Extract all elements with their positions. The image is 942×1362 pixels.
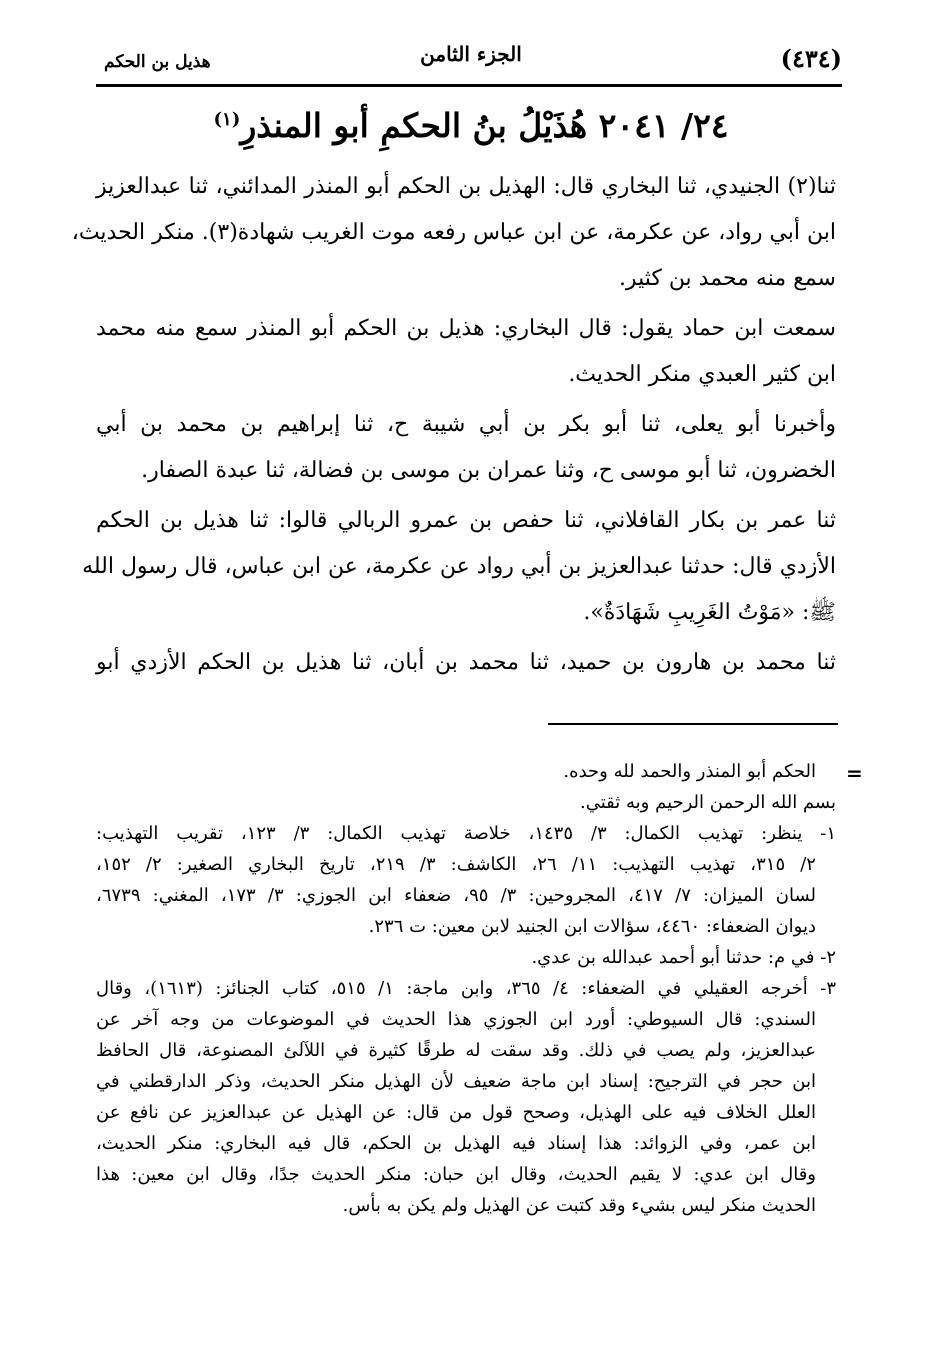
entry-title: [0, 106, 942, 145]
footnote-line: ابن عمر، وفي الزوائد: هذا إسناد فيه الهذيل بن الحكم، قال فيه البخاري: منكر الحديث،: [96, 1133, 816, 1154]
body-line: وأخبرنا أبو يعلى، ثنا أبو بكر بن أبي شيبة ح، ثنا إبراهيم بن محمد بن أبي: [96, 412, 836, 437]
paragraph-5: [96, 640, 836, 686]
footnote-line: ٣- أخرجه العقيلي في الضعفاء: ٤/ ٣٦٥، وابن ماجة: ١/ ٥١٥، كتاب الجنائز: (١٦١٣)، وقال: [96, 978, 836, 999]
body-line: ثنا محمد بن هارون بن حميد، ثنا محمد بن أبان، ثنا هذيل بن الحكم الأزدي أبو: [96, 650, 836, 675]
paragraph-3: [96, 402, 836, 494]
body-line: ابن كثير العبدي منكر الحديث.: [568, 362, 836, 387]
footnote-line: ٢/ ٣١٥، تهذيب التهذيب: ١١/ ٢٦، الكاشف: ٣/ ٢١٩، تاريخ البخاري الصغير: ٢/ ١٥٢،: [96, 854, 816, 875]
body-line: ابن أبي رواد، عن عكرمة، عن ابن عباس رفعه موت الغريب شهادة(٣). منكر الحديث،: [71, 220, 836, 245]
running-title: هذيل بن الحكم: [104, 52, 211, 72]
footnote-continuation-marker: =: [846, 761, 863, 785]
footnotes: [96, 756, 836, 1221]
footnote-line: لسان الميزان: ٧/ ٤١٧، المجروحين: ٣/ ٩٥، ضعفاء ابن الجوزي: ٣/ ١٧٣، المغني: ٦٧٣٩،: [96, 885, 816, 906]
header-rule: [96, 84, 842, 87]
paragraph-4: [82, 498, 836, 636]
body-line: الخضرون، ثنا أبو موسى ح، وثنا عمران بن موسى بن فضالة، ثنا عبدة الصفار.: [141, 458, 836, 483]
footnote-line: ٢- في م: حدثنا أبو أحمد عبدالله بن عدي.: [531, 947, 836, 968]
volume-title: الجزء الثامن: [420, 42, 522, 66]
paragraph-2: [96, 306, 836, 398]
page-number: (٤٣٤): [780, 44, 842, 73]
footnote-line: وقال ابن عدي: لا يقيم الحديث، وقال ابن حبان: منكر الحديث جدًا، وقال ابن معين: هذا: [96, 1164, 816, 1185]
body-line: سمعت ابن حماد يقول: قال البخاري: هذيل بن الحكم أبو المنذر سمع منه محمد: [96, 316, 836, 341]
footnote-divider: [548, 723, 838, 725]
entry-title-text: ٢٤/ ٢٠٤١ هُذَيْلُ بنُ الحكمِ أبو المنذرِ: [240, 106, 729, 145]
body-line: ﷺ: «مَوْتُ الغَرِيبِ شَهَادَةٌ».: [583, 600, 836, 625]
footnote-line: ابن حجر في الترجيح: إسناد ابن ماجة ضعيف لأن الهذيل منكر الحديث، وذكر الدارقطني في: [96, 1071, 816, 1092]
footnote-line: العلل الخلاف فيه على الهذيل، وصحح قول من قال: عن الهذيل عن عبدالعزيز عن نافع عن: [96, 1102, 816, 1123]
footnote-line: عبدالعزيز، ولم يصب في ذلك. وقد سقت له طرقًا كثيرة في اللآلئ المصنوعة، قال الحافظ: [96, 1040, 816, 1061]
body-line: ثنا عمر بن بكار القافلاني، ثنا حفص بن عمرو الربالي قالوا: ثنا هذيل بن الحكم: [96, 508, 836, 533]
body-line: سمع منه محمد بن كثير.: [618, 266, 836, 291]
footnote-line: ١- ينظر: تهذيب الكمال: ٣/ ١٤٣٥، خلاصة تهذيب الكمال: ٣/ ١٢٣، تقريب التهذيب:: [96, 823, 836, 844]
footnote-line: بسم الله الرحمن الرحيم وبه ثقتي.: [580, 792, 836, 813]
footnote-line: الحديث منكر ليس بشيء وقد كتبت عن الهذيل ولم يكن به بأس.: [342, 1195, 816, 1216]
body-line: ثنا(٢) الجنيدي، ثنا البخاري قال: الهذيل بن الحكم أبو المنذر المدائني، ثنا عبدالعزيز: [96, 174, 836, 199]
footnote-line: ديوان الضعفاء: ٤٤٦٠، سؤالات ابن الجنيد لابن معين: ت ٢٣٦.: [368, 916, 816, 937]
body-line: الأزدي قال: حدثنا عبدالعزيز بن أبي رواد عن عكرمة، عن ابن عباس، قال رسول الله: [82, 554, 836, 579]
footnote-line: الحكم أبو المنذر والحمد لله وحده.: [563, 761, 816, 782]
footnote-line: السندي: قال السيوطي: أورد ابن الجوزي هذا الحديث في الموضوعات من وجه آخر عن: [96, 1009, 816, 1030]
paragraph-1: [71, 164, 836, 302]
title-footnote-ref: (١): [213, 109, 241, 130]
